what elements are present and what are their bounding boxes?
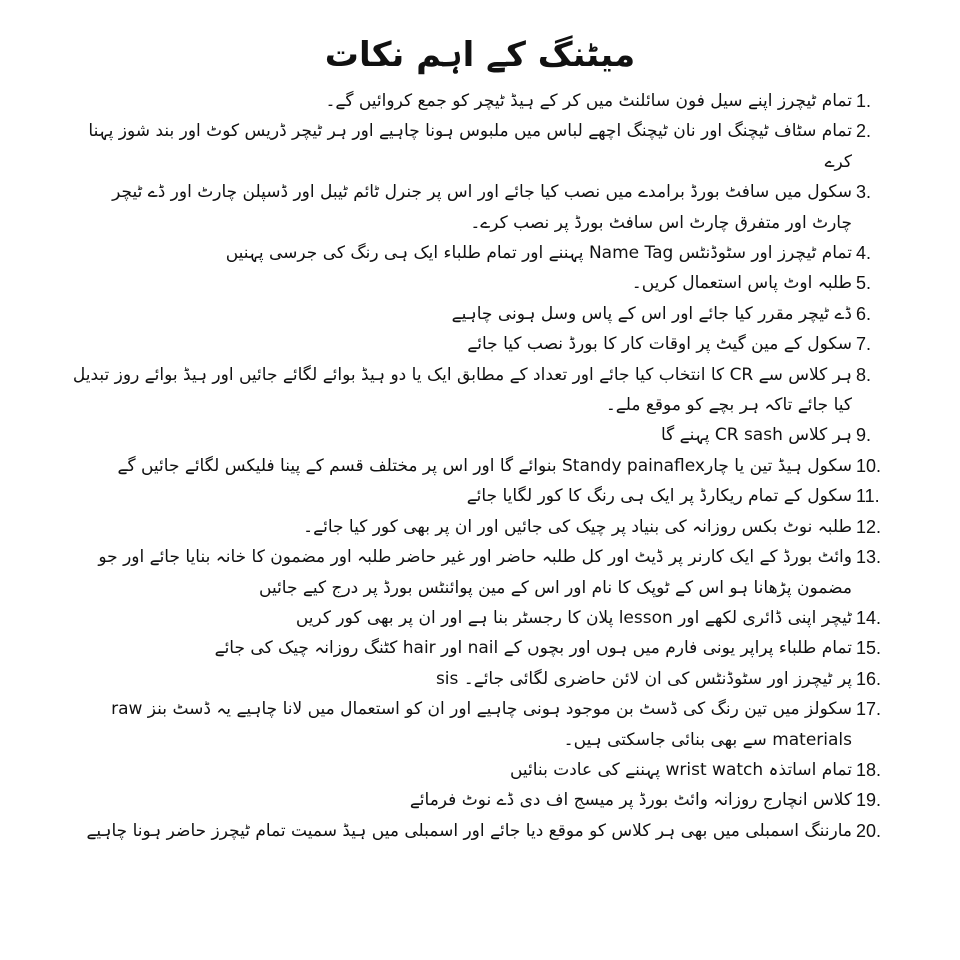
item-text: سکول ہیڈ تین یا چارStandy painaflex بنوائے گا اور اس پر مختلف قسم کے پینا فلیکس لگائے جائیں گے [117, 455, 852, 476]
item-text: ڈے ٹیچر مقرر کیا جائے اور اس کے پاس وسل ہونی چاہیے [451, 303, 852, 324]
item-number: 12. [856, 516, 882, 537]
item-text: ٹیچر اپنی ڈائری لکھے اور lesson پلان کا رجسٹر بنا ہے اور ان پر بھی کور کریں [295, 607, 852, 628]
item-text: طلبہ اوٹ پاس استعمال کریں۔ [631, 273, 852, 294]
item-number: 8. [856, 364, 872, 385]
item-number: 10. [856, 455, 882, 476]
list-item [70, 86, 890, 116]
item-text: مارننگ اسمبلی میں بھی ہر کلاس کو موقع دیا جائے اور اسمبلی میں ہیڈ سمیت تمام ٹیچرز حاضر ہونا چاہیے [86, 820, 852, 841]
list-item [70, 360, 890, 421]
item-number: 19. [856, 790, 882, 811]
list-item [70, 633, 890, 663]
points-list [70, 86, 890, 846]
item-text: کلاس انچارج روزانہ وائٹ بورڈ پر میسج اف دی ڈے نوٹ فرمائے [409, 790, 852, 811]
item-text: ہر کلاس سے CR کا انتخاب کیا جائے اور تعداد کے مطابق ایک یا دو ہیڈ بوائے لگائے جائیں اور ہیڈ بوائے روز تبدیل کیا جائے تاکہ ہر بچے کو موقع ملے۔ [72, 364, 852, 416]
item-number: 5. [856, 273, 872, 294]
item-text: تمام سٹاف ٹیچنگ اور نان ٹیچنگ اچھے لباس میں ملبوس ہونا چاہیے اور ہر ٹیچر ڈریس کوٹ اور بند شوز پہنا کرے [88, 121, 852, 172]
item-number: 6. [856, 303, 872, 324]
list-item [70, 299, 890, 329]
item-number: 7. [856, 334, 872, 355]
list-item [70, 664, 890, 694]
item-text: تمام اساتذہ wrist watch پہننے کی عادت بنائیں [509, 759, 852, 780]
item-text: تمام ٹیچرز اور سٹوڈنٹس Name Tag پہننے اور تمام طلباء ایک ہی رنگ کی جرسی پہنیں [225, 243, 852, 264]
list-item [70, 268, 890, 298]
item-text: وائٹ بورڈ کے ایک کارنر پر ڈیٹ اور کل طلبہ حاضر اور غیر حاضر طلبہ اور مضمون کا خانہ بنایا جائے اور جو مضمون پڑھانا ہو اس کے ٹوپک کا نام اور اس کے مین پوائنٹس بورڈ پر درج کیے جائیں [98, 547, 852, 598]
item-text: ہر کلاس CR sash پہنے گا [660, 425, 852, 446]
item-number: 18. [856, 759, 882, 780]
list-item [70, 512, 890, 542]
list-item [70, 451, 890, 481]
item-text: تمام طلباء پراپر یونی فارم میں ہوں اور بچوں کے nail اور hair کٹنگ روزانہ چیک کی جائے [214, 638, 852, 659]
item-number: 17. [856, 699, 882, 720]
list-item [70, 177, 890, 238]
item-text: تمام ٹیچرز اپنے سیل فون سائلنٹ میں کر کے ہیڈ ٹیچر کو جمع کروائیں گے۔ [325, 91, 852, 111]
item-number: 15. [856, 638, 882, 659]
item-number: 14. [856, 607, 882, 628]
item-number: 13. [856, 547, 882, 568]
item-text: طلبہ نوٹ بکس روزانہ کی بنیاد پر چیک کی جائیں اور ان پر بھی کور کیا جائے۔ [303, 516, 852, 537]
list-item [70, 603, 890, 633]
list-item [70, 116, 890, 177]
document-title: میٹنگ کے اہم نکات [324, 35, 636, 75]
item-number: 3. [856, 182, 872, 203]
item-number: 9. [856, 425, 872, 446]
list-item [70, 816, 890, 846]
item-number: 20. [856, 820, 882, 841]
item-number: 2. [856, 121, 872, 142]
item-text: سکول کے مین گیٹ پر اوقات کار کا بورڈ نصب کیا جائے [467, 334, 852, 355]
item-text: سکول میں سافٹ بورڈ برامدے میں نصب کیا جائے اور اس پر جنرل ٹائم ٹیبل اور ڈسپلن چارٹ اور ڈے ٹیچر چارٹ اور متفرق چارٹ اس سافٹ بورڈ پر نصب کرے۔ [112, 182, 852, 233]
item-number: 11. [856, 486, 880, 507]
item-text: سکول کے تمام ریکارڈ پر ایک ہی رنگ کا کور لگایا جائے [466, 486, 852, 507]
list-item [70, 420, 890, 450]
list-item [70, 238, 890, 268]
item-text: sis پر ٹیچرز اور سٹوڈنٹس کی ان لائن حاضری لگائی جائے۔ [435, 668, 852, 689]
list-item [70, 694, 890, 755]
list-item [70, 481, 890, 511]
item-number: 16. [856, 668, 882, 689]
list-item [70, 755, 890, 785]
item-text: سکولز میں تین رنگ کی ڈسٹ بن موجود ہونی چاہیے اور ان کو استعمال میں لانا چاہیے یہ ڈسٹ بنز raw materials سے بھی بنائی جاسکتی ہیں۔ [111, 699, 852, 750]
item-number: 4. [856, 243, 872, 264]
list-item [70, 329, 890, 359]
list-item [70, 785, 890, 815]
list-item [70, 542, 890, 603]
item-number: 1. [856, 91, 872, 111]
